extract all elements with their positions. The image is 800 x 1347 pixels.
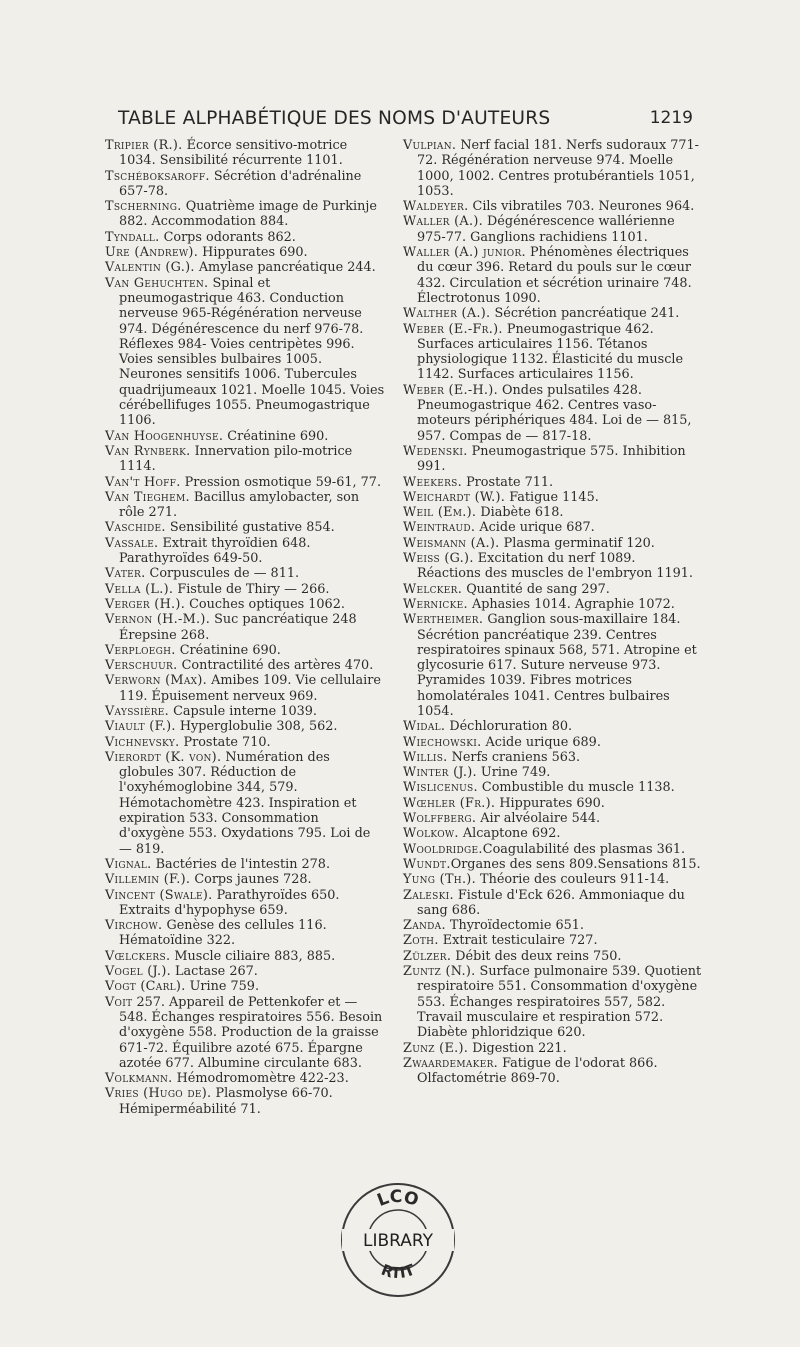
page-header	[0, 96, 800, 136]
entry-text: Organes des sens 809.Sensations 815.	[450, 856, 701, 872]
index-entry	[403, 306, 703, 321]
index-entry	[105, 995, 385, 1071]
entry-text: Capsule interne 1039.	[169, 703, 317, 719]
entry-text: Lactase 267.	[170, 964, 258, 980]
index-entry	[403, 490, 703, 505]
entry-text: Nerfs craniens 563.	[447, 749, 581, 765]
entry-text: Urine 759.	[185, 979, 260, 995]
index-entry	[105, 597, 385, 612]
author-name: Verworn (Max).	[105, 673, 208, 689]
index-entry	[105, 138, 385, 169]
index-entry	[105, 490, 385, 521]
entry-text: Fistule d'Eck 626. Ammoniaque du sang 686.	[417, 887, 685, 918]
author-name: Verploegh.	[105, 642, 176, 658]
entry-text: Thyroïdectomie 651.	[445, 918, 584, 934]
entry-text: Extrait thyroïdien 648. Parathyroïdes 649-50.	[119, 535, 311, 567]
author-name: Wernicke.	[403, 596, 468, 612]
index-entry	[105, 949, 385, 964]
author-name: Vries (Hugo de).	[105, 1086, 212, 1102]
index-entry	[403, 857, 703, 872]
entry-text: Bacillus amylobacter, son rôle 271.	[119, 489, 360, 521]
author-name: Wiechowski.	[403, 734, 482, 750]
author-name: Zuntz (N.).	[403, 964, 476, 980]
index-entry	[105, 1071, 385, 1086]
index-entry	[105, 673, 385, 704]
entry-text: Dégénérescence wallérienne 975-77. Ganglions rachidiens 1101.	[417, 214, 675, 245]
author-name: Vichnevsky.	[105, 734, 180, 750]
entry-text: Corps jaunes 728.	[190, 872, 312, 888]
index-entry	[403, 765, 703, 780]
entry-text: Excitation du nerf 1089. Réactions des muscles de l'embryon 1191.	[417, 551, 693, 582]
entry-text: Créatinine 690.	[223, 428, 329, 444]
index-entry	[403, 597, 703, 612]
entry-text: Sécrétion d'adrénaline 657-78.	[119, 168, 362, 199]
author-name: Tyndall.	[105, 229, 160, 245]
index-entry	[105, 566, 385, 581]
index-entry	[403, 138, 703, 199]
author-name: Villemin (F.).	[105, 872, 191, 888]
index-entry	[105, 979, 385, 994]
entry-text: Amibes 109. Vie cellulaire 119. Épuisement nerveux 969.	[119, 673, 381, 704]
entry-text: Hémodromomètre 422-23.	[172, 1071, 349, 1087]
author-name: Yung (Th.).	[403, 872, 476, 888]
index-entry	[403, 475, 703, 490]
index-entry	[403, 750, 703, 765]
author-name: Tripier (R.).	[105, 138, 183, 153]
entry-text: Pneumogastrique 462. Surfaces articulaires 1156. Tétanos physiologique 1132. Élasticité du muscle 1142. Surfaces articulaires 1156.	[417, 321, 684, 383]
author-name: Willis.	[403, 749, 448, 765]
entry-text: Créatinine 690.	[175, 642, 281, 658]
author-name: Vassale.	[105, 535, 159, 551]
author-name: Vœlckers.	[105, 948, 171, 964]
author-name: Waller (A.) junior.	[403, 245, 526, 261]
entry-text: Théorie des couleurs 911-14.	[475, 872, 670, 888]
index-entry	[105, 276, 385, 429]
entry-text: Digestion 221.	[468, 1040, 567, 1056]
entry-text: Numération des globules 307. Réduction de l'oxyhémoglobine 344, 579. Hémotachomètre 423. Inspiration et expiration 533. Consommation d'oxygène 553. Oxydations 795. Loi de — 819.	[119, 749, 371, 857]
author-name: Volkmann.	[105, 1071, 173, 1087]
index-entry	[403, 719, 703, 734]
index-entry	[403, 872, 703, 887]
author-name: Wolffberg.	[403, 811, 477, 827]
author-name: Vincent (Swale).	[105, 887, 213, 903]
author-name: Vogel (J.).	[105, 964, 171, 980]
index-entry	[403, 964, 703, 1040]
svg-text:RTIT	[379, 1260, 418, 1282]
index-entry	[105, 643, 385, 658]
entry-text: Amylase pancréatique 244.	[194, 260, 376, 276]
entry-text: Hyperglobulie 308, 562.	[175, 719, 338, 735]
author-name: Weber (E.-H.).	[403, 382, 498, 398]
index-entry	[105, 444, 385, 475]
entry-text: Innervation pilo-motrice 1114.	[119, 443, 353, 475]
entry-text: Parathyroïdes 650. Extraits d'hypophyse 659.	[119, 887, 340, 918]
entry-text: Cils vibratiles 703. Neurones 964.	[468, 199, 695, 215]
index-entry	[403, 612, 703, 719]
entry-text: Acide urique 687.	[475, 520, 595, 536]
entry-text: Surface pulmonaire 539. Quotient respiratoire 551. Consommation d'oxygène 553. Échanges respiratoires 557, 582. Travail musculaire et respiration 572. Diabète phloridzique 620.	[417, 964, 702, 1041]
author-name: Vierordt (K. von).	[105, 749, 222, 765]
stamp-center-text: LIBRARY	[362, 1231, 434, 1251]
index-entry	[105, 735, 385, 750]
index-entry	[105, 704, 385, 719]
author-name: Waldeyer.	[403, 199, 469, 215]
entry-text: Suc pancréatique 248 Érepsine 268.	[119, 612, 357, 643]
entry-text: Couches optiques 1062.	[185, 596, 345, 612]
entry-text: 257. Appareil de Pettenkofer et — 548. Échanges respiratoires 556. Besoin d'oxygène 558. Production de la graisse 671-72. Équilibre azoté 675. Épargne azotée 677. Albumine circulante 683.	[119, 994, 383, 1071]
index-entry	[105, 658, 385, 673]
index-entry	[105, 230, 385, 245]
entry-text: Fistule de Thiry — 266.	[173, 581, 330, 597]
left-column	[105, 138, 385, 1117]
index-entry	[403, 245, 703, 306]
index-entry	[403, 1041, 703, 1056]
entry-text: Corps odorants 862.	[159, 229, 296, 245]
author-name: Van Rynberk.	[105, 443, 191, 459]
index-entry	[403, 1056, 703, 1087]
author-name: Vella (L.).	[105, 581, 174, 597]
index-entry	[105, 719, 385, 734]
index-entry	[403, 536, 703, 551]
entry-text: Alcaptone 692.	[458, 826, 561, 842]
author-name: Vogt (Carl).	[105, 979, 186, 995]
author-name: Viault (F.).	[105, 719, 176, 735]
index-entry	[403, 735, 703, 750]
index-entry	[105, 857, 385, 872]
index-entry	[105, 199, 385, 230]
author-name: Weichardt (W.).	[403, 489, 506, 505]
library-stamp-graphic	[338, 1180, 458, 1300]
author-name: Virchow.	[105, 918, 163, 934]
index-entry	[105, 1086, 385, 1117]
page-title: TABLE ALPHABÉTIQUE DES NOMS D'AUTEURS	[118, 108, 551, 129]
entry-text: Extrait testiculaire 727.	[438, 933, 598, 949]
author-name: Zunz (E.).	[403, 1040, 469, 1056]
index-entry	[105, 536, 385, 567]
author-name: Weil (Em.).	[403, 505, 477, 521]
author-name: Walther (A.).	[403, 306, 491, 322]
index-entry	[403, 214, 703, 245]
author-name: Vaschide.	[105, 520, 166, 536]
index-entry	[403, 918, 703, 933]
entry-text: Écorce sensitivo-motrice 1034. Sensibilité récurrente 1101.	[119, 138, 348, 169]
entry-text: Quatrième image de Purkinje 882. Accommodation 884.	[119, 199, 377, 230]
page-number: 1219	[649, 108, 693, 128]
entry-text: Hippurates 690.	[198, 245, 308, 261]
index-entry	[403, 780, 703, 795]
index-entry	[403, 933, 703, 948]
entry-text: Sécrétion pancréatique 241.	[490, 306, 680, 322]
index-entry	[105, 918, 385, 949]
entry-text: Débit des deux reins 750.	[451, 948, 622, 964]
index-entry	[403, 796, 703, 811]
entry-text: Bactéries de l'intestin 278.	[151, 856, 331, 872]
author-name: Weekers.	[403, 474, 462, 490]
author-name: Voit	[105, 994, 133, 1010]
author-name: Wislicenus.	[403, 780, 478, 796]
entry-text: Nerf facial 181. Nerfs sudoraux 771-72. Régénération nerveuse 974. Moelle 1000, 1002. Centres protubérantiels 1051, 1053.	[417, 138, 699, 199]
author-name: Van Tieghem.	[105, 489, 190, 505]
entry-text: Déchloruration 80.	[445, 719, 573, 735]
author-name: Van Gehuchten.	[105, 275, 209, 291]
index-entry	[403, 949, 703, 964]
entry-text: Combustible du muscle 1138.	[477, 780, 675, 796]
index-entry	[403, 826, 703, 841]
author-name: Wertheimer.	[403, 612, 484, 628]
index-entry	[403, 842, 703, 857]
author-name: Vernon (H.-M.).	[105, 612, 211, 628]
author-name: Wooldridge.	[403, 841, 483, 857]
index-entry	[403, 582, 703, 597]
entry-text: Plasma germinatif 120.	[499, 535, 655, 551]
author-name: Zülzer.	[403, 948, 452, 964]
entry-text: Prostate 710.	[179, 734, 271, 750]
author-name: Waller (A.).	[403, 214, 483, 230]
index-entry	[403, 551, 703, 582]
index-entry	[403, 199, 703, 214]
author-name: Wundt.	[403, 856, 451, 872]
author-name: Van't Hoff.	[105, 474, 181, 490]
entry-text: Quantité de sang 297.	[462, 581, 610, 597]
author-name: Verger (H.).	[105, 596, 186, 612]
author-name: Vayssière.	[105, 703, 170, 719]
svg-text:LCO	[375, 1187, 421, 1211]
index-entry	[403, 444, 703, 475]
author-name: Tschéboksaroff.	[105, 168, 210, 184]
author-name: Tscherning.	[105, 199, 182, 215]
index-entry	[403, 888, 703, 919]
entry-text: Muscle ciliaire 883, 885.	[170, 948, 336, 964]
author-name: Zanda.	[403, 918, 446, 934]
library-stamp	[338, 1180, 458, 1300]
entry-text: Prostate 711.	[462, 474, 554, 490]
author-name: Wedenski.	[403, 443, 468, 459]
entry-text: Sensibilité gustative 854.	[165, 520, 335, 536]
entry-text: Acide urique 689.	[481, 734, 601, 750]
entry-text: Ganglion sous-maxillaire 184. Sécrétion pancréatique 239. Centres respiratoires spinaux 568, 571. Atropine et glycosurie 617. Suture nerveuse 973. Pyramides 1039. Fibres motrices homolatérales 1041. Centres bulbaires 1054.	[417, 612, 697, 719]
entry-text: Spinal et pneumogastrique 463. Conduction nerveuse 965-Régénération nerveuse 974. Dégénérescence du nerf 976-78. Réflexes 984- Voies centripètes 996. Voies sensibles bulbaires 1005. Neurones sensitifs 1006. Tubercules quadrijumeaux 1021. Moelle 1045. Voies cérébellifuges 1055. Pneumogastrique 1106.	[119, 275, 385, 429]
author-name: Weiss (G.).	[403, 551, 474, 567]
stamp-top-text: LCO	[374, 1186, 421, 1211]
index-entry	[105, 888, 385, 919]
author-name: Widal.	[403, 719, 446, 735]
index-entry	[105, 872, 385, 887]
entry-text: Pneumogastrique 575. Inhibition 991.	[417, 443, 686, 475]
entry-text: Phénomènes électriques du cœur 396. Retard du pouls sur le cœur 432. Circulation et sécrétion urinaire 748. Électrotonus 1090.	[417, 245, 692, 306]
index-entry	[403, 811, 703, 826]
index-entry	[105, 964, 385, 979]
entry-text: Pression osmotique 59-61, 77.	[180, 474, 382, 490]
author-name: Van Hoogenhuyse.	[105, 428, 224, 444]
index-entry	[403, 322, 703, 383]
author-name: Verschuur.	[105, 658, 178, 674]
author-name: Zwaardemaker.	[403, 1055, 499, 1071]
index-entry	[105, 582, 385, 597]
index-entry	[105, 169, 385, 200]
index-entry	[105, 520, 385, 535]
entry-text: Fatigue de l'odorat 866. Olfactométrie 869-70.	[417, 1055, 658, 1087]
entry-text: Diabète 618.	[476, 505, 564, 521]
right-column	[403, 138, 703, 1086]
stamp-bottom-text: RTIT	[378, 1260, 418, 1283]
author-name: Zaleski.	[403, 887, 454, 903]
entry-text: Urine 749.	[476, 765, 551, 781]
entry-text: Plasmolyse 66-70. Hémiperméabilité 71.	[119, 1086, 333, 1117]
index-entry	[105, 750, 385, 857]
entry-text: Aphasies 1014. Agraphie 1072.	[467, 596, 675, 612]
index-entry	[105, 260, 385, 275]
entry-text: Genèse des cellules 116. Hématoïdine 322.	[119, 918, 327, 949]
entry-text: Hippurates 690.	[495, 795, 605, 811]
author-name: Vignal.	[105, 856, 152, 872]
author-name: Vulpian.	[403, 138, 457, 153]
index-entry	[105, 612, 385, 643]
index-entry	[403, 520, 703, 535]
author-name: Wolkow.	[403, 826, 459, 842]
entry-text: Corpuscules de — 811.	[145, 566, 300, 582]
index-entry	[403, 383, 703, 444]
author-name: Vater.	[105, 566, 146, 582]
author-name: Weintraud.	[403, 520, 476, 536]
author-name: Weber (E.-Fr.).	[403, 321, 503, 337]
entry-text: Fatigue 1145.	[505, 489, 599, 505]
author-name: Ure (Andrew).	[105, 245, 199, 261]
index-entry	[105, 245, 385, 260]
author-name: Zoth.	[403, 933, 439, 949]
entry-text: Coagulabilité des plasmas 361.	[482, 841, 686, 857]
entry-text: Ondes pulsatiles 428. Pneumogastrique 462. Centres vaso-moteurs périphériques 484. Loi de — 815, 957. Compas de — 817-18.	[417, 382, 692, 444]
author-name: Welcker.	[403, 581, 463, 597]
index-entry	[105, 429, 385, 444]
author-name: Winter (J.).	[403, 765, 477, 781]
index-entry	[403, 505, 703, 520]
index-entry	[105, 475, 385, 490]
author-name: Weismann (A.).	[403, 535, 500, 551]
entry-text: Contractilité des artères 470.	[177, 658, 374, 674]
author-name: Valentin (G.).	[105, 260, 195, 276]
entry-text: Air alvéolaire 544.	[476, 811, 601, 827]
author-name: Wœhler (Fr.).	[403, 795, 496, 811]
